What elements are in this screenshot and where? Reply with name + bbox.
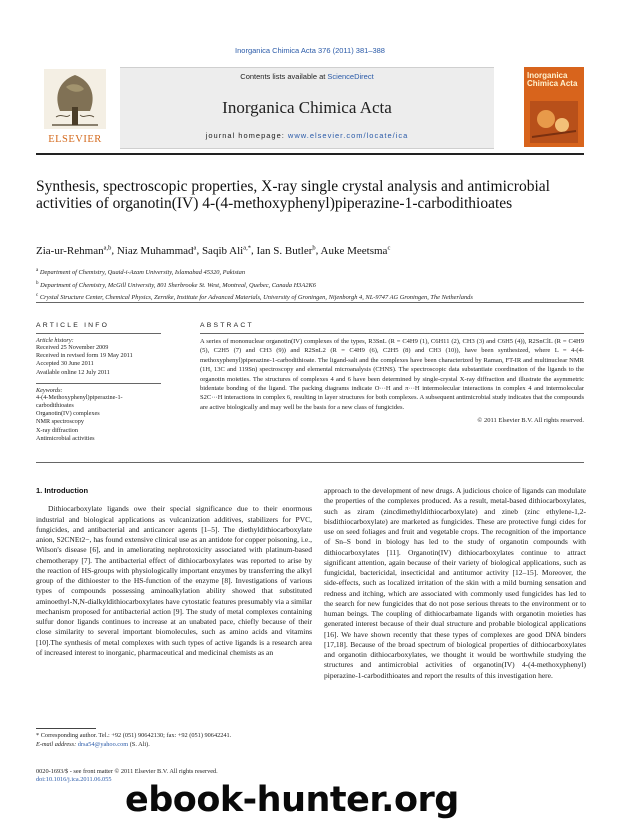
journal-info-box [120, 67, 494, 149]
journal-citation[interactable]: Inorganica Chimica Acta 376 (2011) 381–388 [235, 46, 385, 55]
history-item: Accepted 30 June 2011 [36, 360, 94, 368]
abstract-heading: ABSTRACT [200, 322, 254, 329]
journal-cover-thumbnail [524, 67, 584, 147]
keyword: X-ray diffraction [36, 426, 78, 434]
abstract-rule [200, 333, 584, 334]
keywords-rule [36, 383, 161, 384]
history-item: Received 25 November 2009 [36, 344, 109, 351]
elsevier-logo [36, 67, 114, 147]
abstract-text: A series of mononuclear organotin(IV) complexes of the types, R3SnL (R = C4H9 (1), C6H11 (2), CH3 (3) and C6H5 (4)), R2SnClL (R = C4H9 (5), C2H5 (7) and CH3 (9)) and R2SnL2 (R = C4H9 (6), C2H5 (8) and CH3 (10)), have been synthesized, where L = 4-(4-methoxyphenyl)piperazine-1-carbodithioate. The ligand-salt and the complexes have been characterized by Raman, FT-IR and multinuclear NMR (1H, 13C and 119Sn) spectroscopy and elemental microanalysis (CHNS). The spectroscopic data substantiate coordination of the ligands to the organotin moieties. The structures of complexes 4 and 6 have been determined by single-crystal X-ray diffraction and illustrate the asymmetric bidentate bonding of the ligand. The packing diagrams indicate O···H and π···H intermolecular interactions in complex 4 and intermolecular S2C···H interactions in complex 6, resulting in layer structures for both complexes. A subsequent antimicrobial study indicates that the compounds are active biologically and may well be the basis for a new class of fungicides. [200, 338, 584, 411]
cover-title-line2: Chimica Acta [527, 79, 578, 88]
affiliation: $^a$ Department of Chemistry, Quaid-i-Azam University, Islamabad 45320, Pakistan [36, 268, 246, 277]
author[interactable]: Niaz Muhammad$^a$ [116, 244, 197, 257]
body-column-left [36, 486, 312, 658]
body-paragraph: Dithiocarboxylate ligands owe their special significance due to their enormous industrial and biological applications as vulcanization additives, stabilizers for PVC, fungicides, and antibacterial and anticancer agents [1–5]. The diethyldithiocarboxylate anion, S2CNEt2−, has found extensive clinical use as an antidote for copper poisoning, i.e., Wilson's disease [6], and in ameliorating nephrotoxicity associated with platinum-based chemotherapy [7]. The antibacterial effect of dithiocarboxylates was reported to arise by the reaction of HS-groups with physiologically important enzymes by transferring the alkyl group of the dithioester to the HS-function of the enzyme [8]. Investigations of various types of compounds possessing aminoalkylation ability showed that substituted aminoethyl-N,N-dialkyldithiocarboxylates have cytostatic features presumably via a similar mechanism proposed for antibacterial action [9]. The study of metal complexes containing sulfur donor ligands continues to increase at an unabated pace, chiefly because of their close similarity to several important biomolecules, such as amino acids and vitamins [10].The synthesis of metal complexes with such types of active ligands is a research area of increased interest to inorganic, pharmaceutical and medicinal chemists as an [36, 504, 312, 657]
history-item: Received in revised form 19 May 2011 [36, 352, 133, 360]
body-paragraph: approach to the development of new drugs. A judicious choice of ligands can modulate the properties of the complexes produced. As a result, metal-based dithiocarboxylates, such as ziram (zincdimethyldithiocarboxylate) and zineb (zinc ethylene-1,2-bisdithiocarboxylate) are marketed as fungicides. These are protective fungi cides for use on seed foliages and fruit and vegetable crops. The recognition of the importance of Sn–S bond in biology has led to the study of organotin compounds with dithiocarboxylates [11]. Organotin(IV) dithiocarboxylates continue to attract significant attention, again because of their variety of biological applications, such as fungicidal, bactericidal, insecticidal and antitumor activity [12–15]. Moreover, the side-effects, such as localized irritation of the skin with a mild burning sensation and redness and itching, which are associated with commonly used fungicides has led to the search for new fungicides that do not pose serious threats to the environment or to human beings. The coupling of dithiocarbamate ligands with organotin moieties has generated interest because of their dual structure and probable biological applications [16]. We have shown recently that these types of complexes are good DNA binders [17,18]. Because of the broad spectrum of biological properties of dithiocarboxylates and organotin dithiocarboxylates, we thought it would be worthwhile studying the structures and antimicrobial activities of organotin(IV) 4-(4-methoxyphenyl) piperazine-1-carbodithioates and report the results of this investigation here. [324, 486, 586, 680]
journal-title: Inorganica Chimica Acta [222, 98, 392, 117]
footnote [36, 728, 312, 749]
article-title: Synthesis, spectroscopic properties, X-ray single crystal analysis and antimicrobial activities of organotin(IV) 4-(4-methoxyphenyl)piperazine-1-carbodithioates [36, 178, 550, 212]
author[interactable]: Saqib Ali$^{a,*}$ [201, 244, 251, 257]
keywords-label: Keywords: [36, 386, 63, 394]
corresponding-author-note: * Corresponding author. Tel.: +92 (051) 90642130; fax: +92 (051) 90642241. [36, 732, 232, 739]
journal-banner [36, 67, 584, 149]
sciencedirect-link[interactable]: ScienceDirect [327, 72, 374, 81]
header-rule [36, 153, 584, 155]
article-info-panel [36, 322, 161, 443]
copyright-notice: © 2011 Elsevier B.V. All rights reserved. [477, 417, 584, 425]
footnote-rule [36, 728, 96, 729]
abstract-bottom-rule [36, 462, 584, 463]
watermark: ebook-hunter.org [125, 780, 459, 820]
cover-title [527, 72, 581, 88]
section-heading: 1. Introduction [36, 486, 89, 495]
journal-homepage [120, 131, 494, 140]
homepage-link[interactable]: www.elsevier.com/locate/ica [287, 131, 409, 140]
email-line: E-mail address: drsa54@yahoo.com (S. Ali). [36, 740, 150, 748]
author[interactable]: Auke Meetsma$^c$ [320, 244, 391, 257]
cover-title-line1: Inorganica [527, 71, 568, 80]
contents-prefix: Contents lists available at [240, 72, 328, 81]
abstract-panel [200, 322, 584, 424]
keyword: carbodithioates [36, 402, 74, 410]
body-column-right [324, 486, 586, 681]
author[interactable]: Ian S. Butler$^b$ [256, 244, 316, 257]
affiliation: $^b$ Department of Chemistry, McGill University, 801 Sherbrooke St. West, Montreal, Quebec, Canada H3A2K6 [36, 280, 316, 289]
keyword: 4-(4-Methoxyphenyl)piperazine-1- [36, 393, 123, 401]
keyword: NMR spectroscopy [36, 418, 84, 426]
email-link[interactable]: drsa54@yahoo.com [77, 740, 129, 748]
doi-link[interactable]: doi:10.1016/j.ica.2011.06.055 [36, 776, 112, 784]
elsevier-wordmark: ELSEVIER [48, 134, 102, 145]
article-info-rule [36, 333, 161, 334]
author[interactable]: Zia-ur-Rehman$^{a,b}$ [36, 244, 112, 257]
article-info-heading: ARTICLE INFO [36, 322, 110, 329]
affiliation: $^c$ Crystal Structure Center, Chemical Physics, Zernike, Institute for Advanced Materials, University of Groningen, Nijenborgh 4, NL-9747 AG Groningen, The Netherlands [36, 293, 473, 302]
keyword: Organotin(IV) complexes [36, 410, 100, 418]
history-label: Article history: [36, 337, 74, 344]
cover-artwork [530, 101, 578, 143]
issn-line: 0020-1693/$ - see front matter © 2011 Elsevier B.V. All rights reserved. [36, 768, 218, 775]
affiliation-rule [36, 302, 584, 303]
homepage-prefix: journal homepage: [205, 131, 288, 140]
author-list: Zia-ur-Rehman$^{a,b}$, Niaz Muhammad$^a$, Saqib Ali$^{a,*}$, Ian S. Butler$^b$, Auke Meetsma$^c$ [36, 244, 391, 257]
history-item: Available online 12 July 2011 [36, 368, 110, 376]
keyword: Antimicrobial activities [36, 434, 95, 442]
contents-line [120, 72, 494, 81]
affiliations [36, 266, 584, 304]
